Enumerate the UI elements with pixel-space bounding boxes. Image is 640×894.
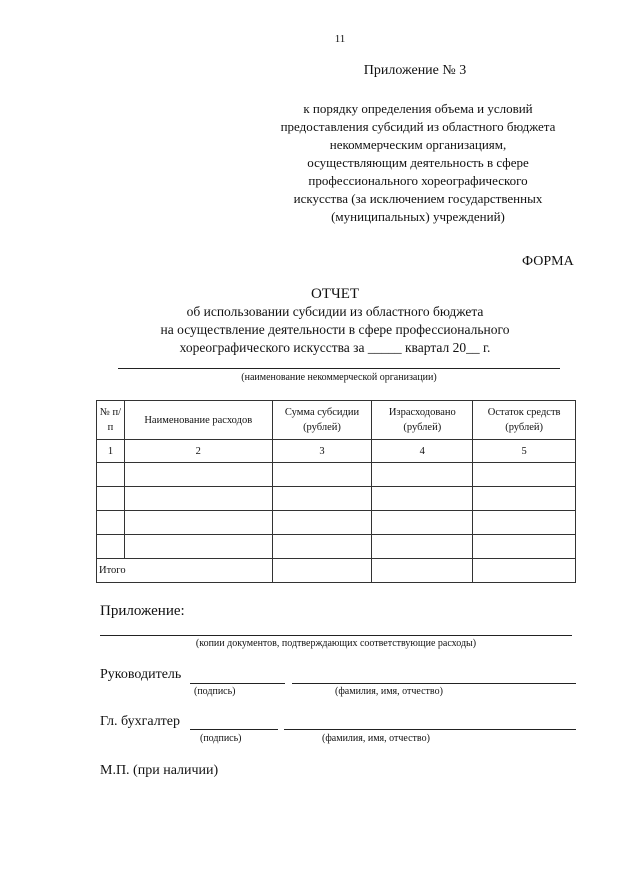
- preamble-line: (муниципальных) учреждений): [331, 209, 505, 224]
- col-header-number: № п/п: [97, 401, 125, 440]
- table-row: [97, 511, 576, 535]
- total-cell[interactable]: [372, 559, 473, 583]
- table-cell[interactable]: [473, 535, 576, 559]
- head-name-caption: (фамилия, имя, отчество): [335, 686, 443, 697]
- col-header-expense-name: Наименование расходов: [124, 401, 272, 440]
- table-header-row: [97, 401, 576, 440]
- table-cell[interactable]: [272, 535, 372, 559]
- head-signature-line[interactable]: [190, 683, 285, 684]
- table-cell[interactable]: [97, 463, 125, 487]
- attachment-line[interactable]: [100, 635, 572, 636]
- table-row: [97, 535, 576, 559]
- table-cell[interactable]: [97, 511, 125, 535]
- table-cell[interactable]: [473, 511, 576, 535]
- table-cell[interactable]: [272, 511, 372, 535]
- table-cell[interactable]: [97, 535, 125, 559]
- org-name-caption: (наименование некоммерческой организации): [241, 372, 437, 383]
- table-cell[interactable]: [124, 487, 272, 511]
- head-signature-caption: (подпись): [194, 686, 236, 697]
- accountant-name-caption: (фамилия, имя, отчество): [322, 733, 430, 744]
- table-cell[interactable]: [473, 487, 576, 511]
- table-cell[interactable]: [372, 535, 473, 559]
- report-subtitle: [100, 303, 570, 357]
- subtitle-line: хореографического искусства за _____ квартал 20__ г.: [179, 340, 491, 355]
- col-header-subsidy-amount: Сумма субсидии (рублей): [272, 401, 372, 440]
- column-number: 4: [372, 440, 473, 463]
- table-cell[interactable]: [372, 511, 473, 535]
- accountant-signature-line[interactable]: [190, 729, 278, 730]
- page-number: 11: [334, 33, 346, 45]
- head-label: Руководитель: [100, 667, 182, 682]
- table-cell[interactable]: [372, 463, 473, 487]
- column-number: 3: [272, 440, 372, 463]
- table-cell[interactable]: [473, 463, 576, 487]
- table-cell[interactable]: [124, 535, 272, 559]
- table-cell[interactable]: [372, 487, 473, 511]
- appendix-preamble: [248, 100, 588, 226]
- report-title: ОТЧЕТ: [310, 286, 360, 302]
- preamble-line: некоммерческим организациям,: [329, 137, 507, 152]
- attachment-label: Приложение:: [100, 603, 185, 619]
- accountant-signature-caption: (подпись): [200, 733, 242, 744]
- appendix-heading: Приложение № 3: [363, 63, 467, 78]
- table-cell[interactable]: [272, 487, 372, 511]
- org-name-line[interactable]: [118, 368, 560, 369]
- column-number: 5: [473, 440, 576, 463]
- column-number: 1: [97, 440, 125, 463]
- table-cell[interactable]: [272, 463, 372, 487]
- expense-report-table: [96, 400, 576, 583]
- preamble-line: искусства (за исключением государственных: [293, 191, 543, 206]
- preamble-line: осуществляющим деятельность в сфере: [307, 155, 529, 170]
- preamble-line: к порядку определения объема и условий: [303, 101, 533, 116]
- accountant-label: Гл. бухгалтер: [100, 714, 181, 729]
- preamble-line: профессионального хореографического: [308, 173, 528, 188]
- column-number-row: [97, 440, 576, 463]
- total-cell[interactable]: [272, 559, 372, 583]
- attachment-caption: (копии документов, подтверждающих соответствующие расходы): [195, 638, 477, 649]
- table-row: [97, 487, 576, 511]
- table-row: [97, 463, 576, 487]
- total-row: [97, 559, 576, 583]
- col-header-spent: Израсходовано (рублей): [372, 401, 473, 440]
- total-label: Итого: [97, 559, 273, 583]
- subtitle-line: на осуществление деятельности в сфере профессионального: [160, 322, 510, 337]
- subtitle-line: об использовании субсидии из областного бюджета: [186, 304, 484, 319]
- preamble-line: предоставления субсидий из областного бюджета: [280, 119, 556, 134]
- table-cell[interactable]: [124, 511, 272, 535]
- accountant-name-line[interactable]: [284, 729, 576, 730]
- head-name-line[interactable]: [292, 683, 576, 684]
- total-cell[interactable]: [473, 559, 576, 583]
- table-cell[interactable]: [97, 487, 125, 511]
- col-header-balance: Остаток средств (рублей): [473, 401, 576, 440]
- form-label: ФОРМА: [522, 254, 574, 269]
- column-number: 2: [124, 440, 272, 463]
- seal-label: М.П. (при наличии): [100, 763, 219, 778]
- table-cell[interactable]: [124, 463, 272, 487]
